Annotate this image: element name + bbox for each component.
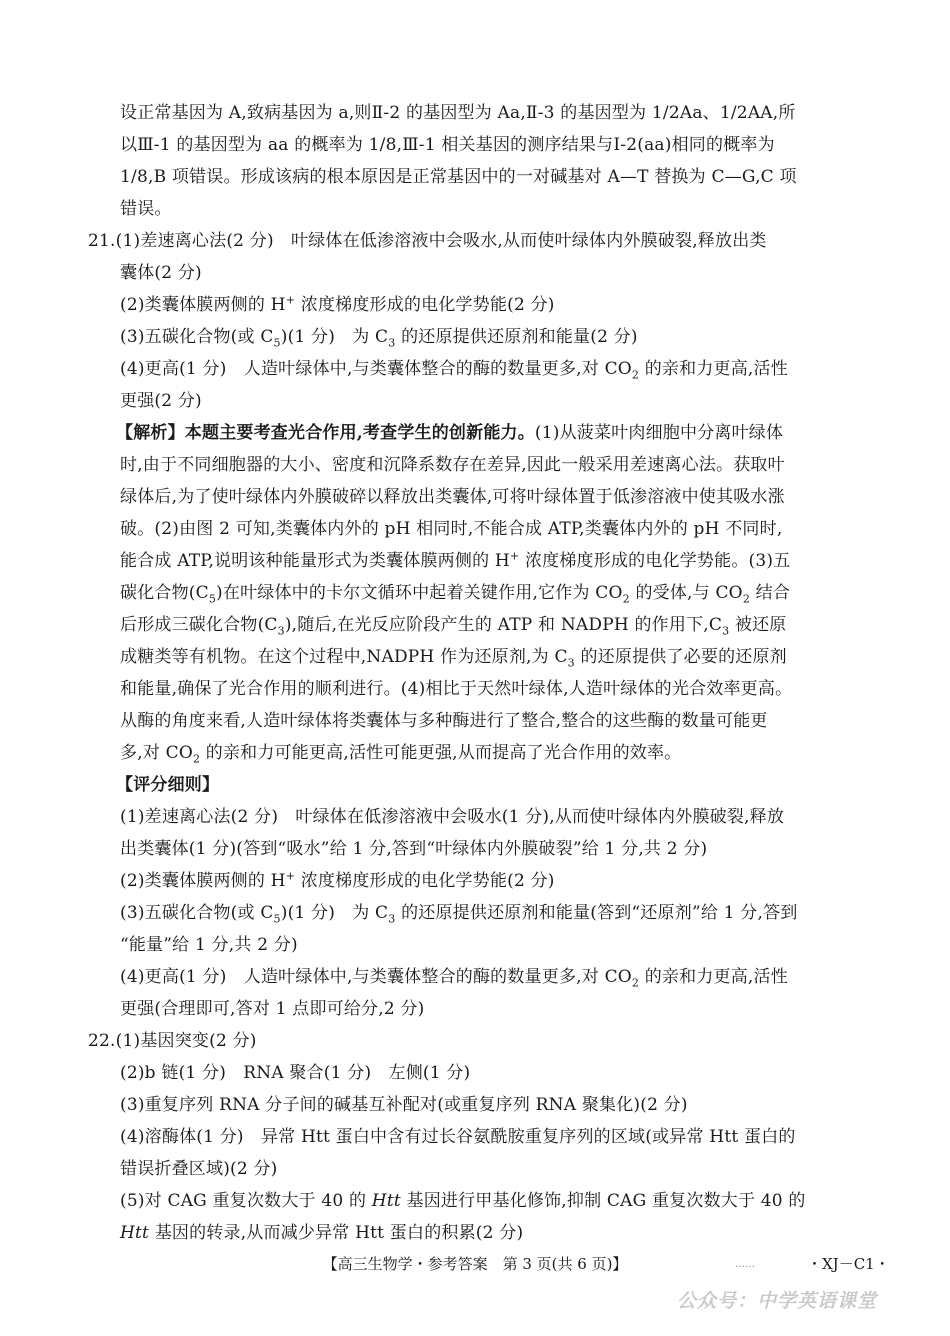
text-line: (1)差速离心法(2 分) 叶绿体在低渗溶液中会吸水(1 分),从而使叶绿体内外膜破裂,释放	[120, 807, 785, 827]
paper-code: ・XJ－C1・	[807, 1255, 890, 1273]
text-line: (4)更高(1 分) 人造叶绿体中,与类囊体整合的酶的数量更多,对 $CO_2$ 的亲和力更高,活性	[120, 359, 788, 382]
text-line: 更强(2 分)	[120, 391, 202, 411]
text-line: 1/8,B 项错误。形成该病的根本原因是正常基因中的一对碱基对 A—T 替换为 C—G,C 项	[120, 167, 797, 187]
text-line: 后形成三碳化合物$(C_3)$,随后,在光反应阶段产生的 ATP 和 NADPH 的作用下$,C_3$ 被还原	[120, 615, 787, 638]
text-line: (4)更高(1 分) 人造叶绿体中,与类囊体整合的酶的数量更多,对 $CO_2$ 的亲和力更高,活性	[120, 967, 788, 990]
grading-heading: 【评分细则】	[116, 775, 220, 795]
text-line: “能量”给 1 分,共 2 分)	[120, 935, 298, 955]
text-line: Htt 基因的转录,从而减少异常 Htt 蛋白的积累(2 分)	[120, 1223, 524, 1243]
text-line: 多,对 $CO_2$ 的亲和力可能更高,活性可能更强,从而提高了光合作用的效率。	[120, 743, 682, 766]
text-line: 设正常基因为 A,致病基因为 a,则Ⅱ-2 的基因型为 Aa,Ⅱ-3 的基因型为 1/2Aa、1/2AA,所	[120, 103, 796, 123]
text-line: 成糖类等有机物。在这个过程中,NADPH 作为还原剂,为 $C_3$ 的还原提供了必要的还原剂	[120, 647, 787, 670]
footer-dots: ……	[735, 1259, 755, 1270]
text-line: (5)对 CAG 重复次数大于 40 的 Htt 基因进行甲基化修饰,抑制 CAG 重复次数大于 40 的	[120, 1191, 806, 1211]
text-line: 出类囊体(1 分)(答到“吸水”给 1 分,答到“叶绿体内外膜破裂”给 1 分,共 2 分)	[120, 839, 708, 859]
text-line: 以Ⅲ-1 的基因型为 aa 的概率为 1/8,Ⅲ-1 相关基因的测序结果与Ⅰ-2(aa)相同的概率为	[120, 135, 775, 155]
analysis-heading: 【解析】本题主要考查光合作用,考查学生的创新能力。	[116, 423, 535, 443]
question-21-line: 21.(1)差速离心法(2 分) 叶绿体在低渗溶液中会吸水,从而使叶绿体内外膜破裂,释放出类	[88, 231, 767, 251]
text-line: 更强(合理即可,答对 1 点即可给分,2 分)	[120, 999, 425, 1019]
text-line: 错误折叠区域)(2 分)	[120, 1159, 278, 1179]
text-line: 破。(2)由图 2 可知,类囊体内外的 pH 相同时,不能合成 ATP,类囊体内外的 pH 不同时,	[120, 519, 783, 539]
text-line: 能合成 ATP,说明该种能量形式为类囊体膜两侧的 H+ 浓度梯度形成的电化学势能。(3)五	[120, 549, 791, 571]
text-line: 和能量,确保了光合作用的顺利进行。(4)相比于天然叶绿体,人造叶绿体的光合效率更高。	[120, 679, 793, 699]
text-line: (3)重复序列 RNA 分子间的碱基互补配对(或重复序列 RNA 聚集化)(2 分)	[120, 1095, 688, 1115]
text-line: 错误。	[120, 199, 172, 219]
text-line: 绿体后,为了使叶绿体内外膜破碎以释放出类囊体,可将叶绿体置于低渗溶液中使其吸水涨	[120, 487, 785, 507]
question-22-line: 22.(1)基因突变(2 分)	[88, 1031, 257, 1051]
page-footer: 【高三生物学・参考答案 第 3 页(共 6 页)】	[322, 1255, 628, 1273]
text-line: (4)溶酶体(1 分) 异常 Htt 蛋白中含有过长谷氨酰胺重复序列的区域(或异常 Htt 蛋白的	[120, 1127, 796, 1147]
text-line: 碳化合物$(C_5)$在叶绿体中的卡尔文循环中起着关键作用,它作为 $CO_2$ 的受体,与 $CO_2$ 结合	[120, 583, 791, 606]
text-line: (3)五碳化合物(或 $C_5)(1$ 分) 为 $C_3$ 的还原提供还原剂和能量(答到“还原剂”给 1 分,答到	[120, 903, 798, 926]
analysis-heading-line: 【解析】本题主要考查光合作用,考查学生的创新能力。(1)从菠菜叶肉细胞中分离叶绿体	[116, 423, 784, 443]
text-line: (3)五碳化合物(或 $C_5)(1$ 分) 为 $C_3$ 的还原提供还原剂和能量(2 分)	[120, 327, 638, 350]
text-line: 从酶的角度来看,人造叶绿体将类囊体与多种酶进行了整合,整合的这些酶的数量可能更	[120, 711, 768, 731]
text-line: (2)类囊体膜两侧的 H+ 浓度梯度形成的电化学势能(2 分)	[120, 293, 555, 315]
text-line: 囊体(2 分)	[120, 263, 202, 283]
text-line: 时,由于不同细胞器的大小、密度和沉降系数存在差异,因此一般采用差速离心法。获取叶	[120, 455, 785, 475]
text-line: (2)类囊体膜两侧的 H+ 浓度梯度形成的电化学势能(2 分)	[120, 869, 555, 891]
watermark: 公众号：中学英语课堂	[677, 1290, 878, 1312]
text-line: (2)b 链(1 分) RNA 聚合(1 分) 左侧(1 分)	[120, 1063, 471, 1083]
